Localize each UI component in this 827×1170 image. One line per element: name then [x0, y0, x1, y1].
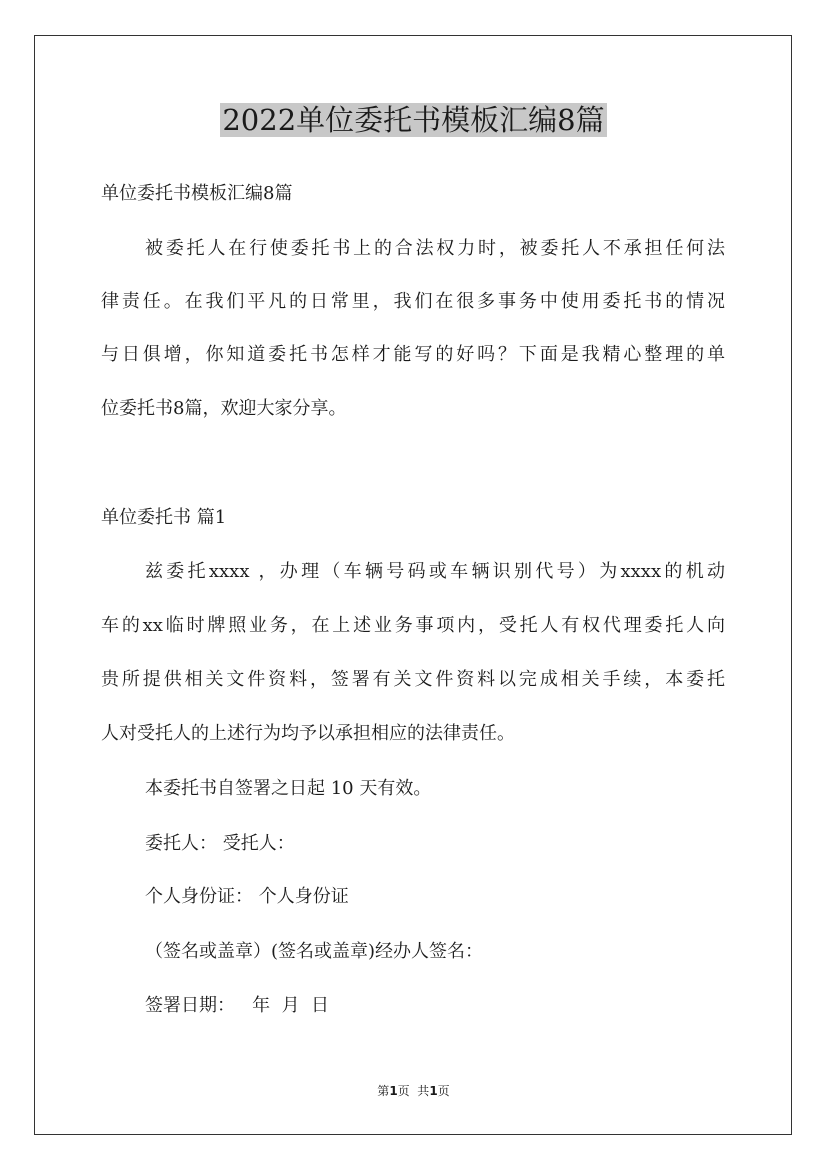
- intro-line-4: 位委托书8篇，欢迎大家分享。: [101, 398, 347, 419]
- footer-page-mid: 页 共: [397, 1084, 430, 1098]
- signature-line: （签名或盖章）(签名或盖章)经办人签名：: [145, 941, 484, 962]
- intro-line-1: 被委托人在行使委托书上的合法权力时，被委托人不承担任何法: [145, 238, 725, 259]
- section-heading: 单位委托书 篇1: [101, 507, 227, 528]
- section-body-line-2: 车的xx临时牌照业务，在上述业务事项内，受托人有权代理委托人向: [101, 615, 725, 636]
- footer-page-suffix: 页: [437, 1084, 450, 1098]
- document-title-text: 2022单位委托书模板汇编8篇: [222, 103, 605, 137]
- id-card-line: 个人身份证： 个人身份证: [145, 886, 349, 907]
- validity-text: 本委托书自签署之日起 10 天有效。: [145, 778, 432, 799]
- intro-line-3: 与日俱增，你知道委托书怎样才能写的好吗？下面是我精心整理的单: [101, 344, 725, 365]
- date-line: 签署日期： 年 月 日: [145, 995, 330, 1016]
- footer-page-number: 1: [389, 1084, 398, 1098]
- intro-line-2: 律责任。在我们平凡的日常里，我们在很多事务中使用委托书的情况: [101, 291, 725, 312]
- page-footer: [0, 1083, 827, 1099]
- parties-line: 委托人： 受托人：: [145, 833, 295, 854]
- document-subtitle: 单位委托书模板汇编8篇: [101, 183, 293, 204]
- footer-page-total: 1: [429, 1084, 438, 1098]
- document-title: [0, 100, 827, 140]
- footer-page-prefix: 第: [377, 1084, 390, 1098]
- section-body-line-1: 兹委托xxxx ，办理（车辆号码或车辆识别代号）为xxxx的机动: [145, 561, 725, 582]
- section-body-line-4: 人对受托人的上述行为均予以承担相应的法律责任。: [101, 723, 515, 744]
- section-body-line-3: 贵所提供相关文件资料，签署有关文件资料以完成相关手续，本委托: [101, 669, 725, 690]
